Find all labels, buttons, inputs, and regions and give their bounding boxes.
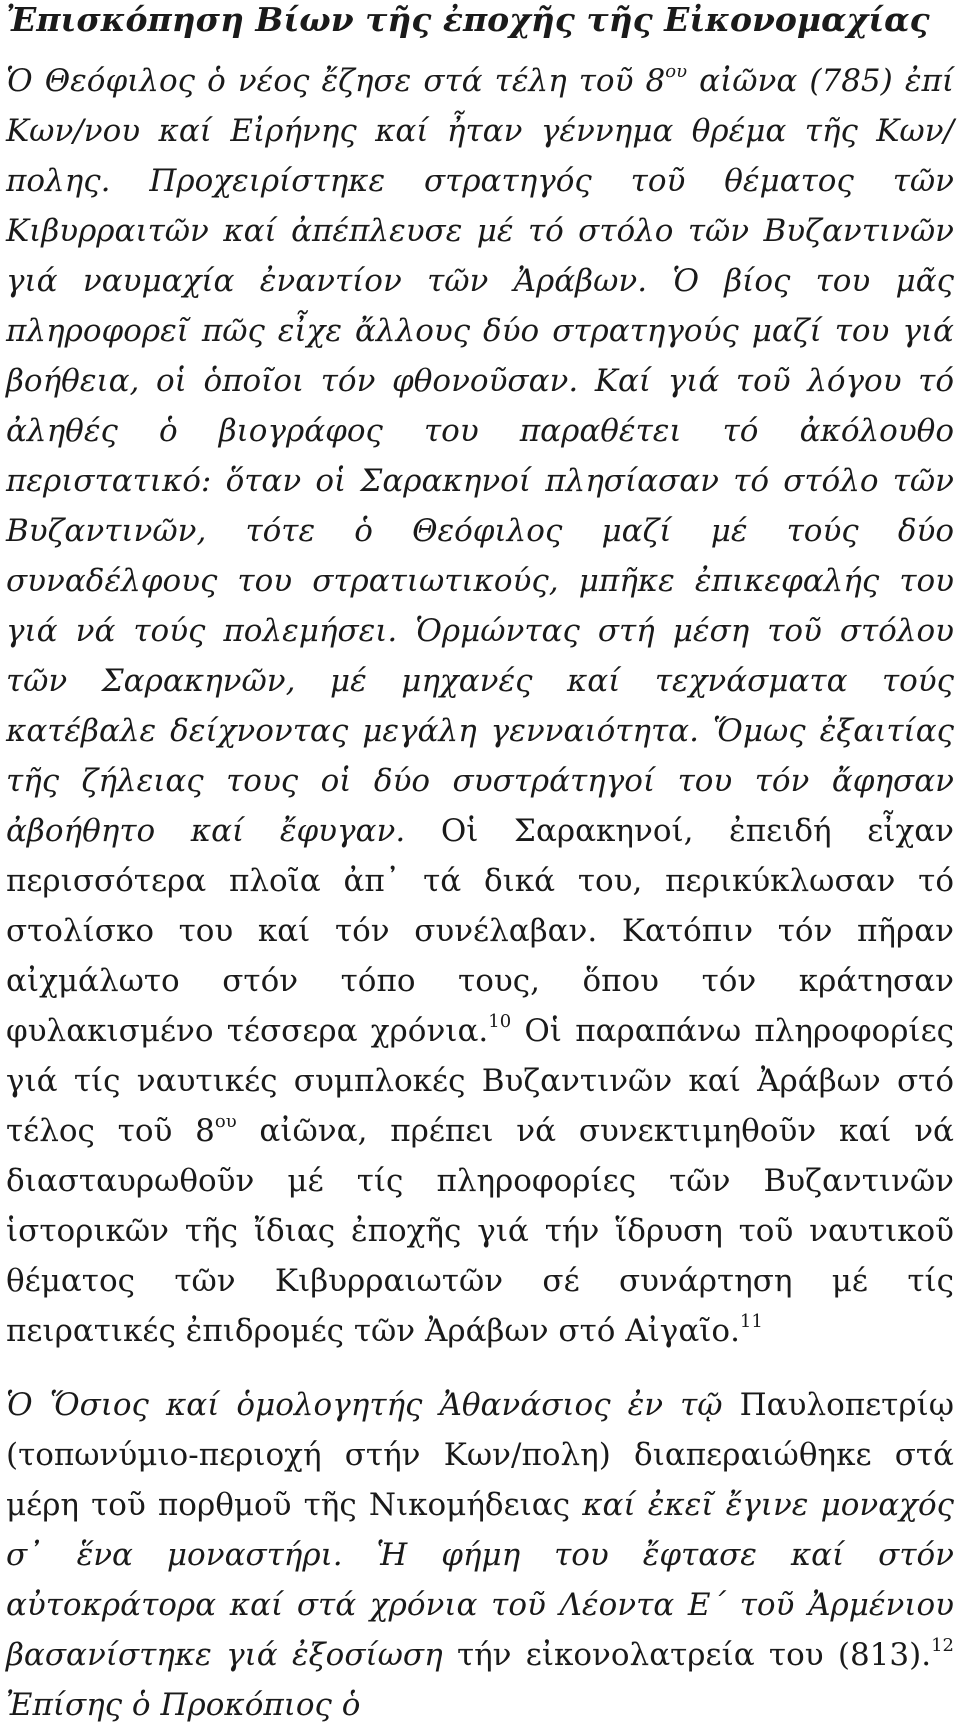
superscript: ου <box>214 1111 237 1132</box>
text-run: Ὁ Ὅσιος καί ὁμολογητής Ἀθανάσιος ἐν τῷ <box>6 1387 723 1423</box>
text-run: τήν εἰκονολατρεία του (813). <box>442 1637 932 1673</box>
superscript: ου <box>665 61 688 82</box>
paragraph-athanasios <box>6 1380 954 1730</box>
footnote-marker-12: 12 <box>931 1635 954 1656</box>
text-run: καί ἐκεῖ ἔγινε μοναχός σ᾽ ἕνα μοναστήρι. Ἡ φήμη του ἔφτασε καί στόν αὐτοκράτορα καί στά χρόνια τοῦ Λέοντα Ε΄ τοῦ Ἀρμένιου βασανίστηκε γιά ἐξοσίωση <box>6 1487 954 1673</box>
text-run: Ὁ Θεόφιλος ὁ νέος ἔζησε στά τέλη τοῦ 8 <box>6 63 666 99</box>
text-run: αἰῶνα (785) ἐπί Κων/νου καί Εἰρήνης καί ἦταν γέννημα θρέμα τῆς Κων/πολης. Προχειρίστηκε στρατηγός τοῦ θέματος τῶν Κιβυρραιτῶν καί ἀπέπλευσε μέ τό στόλο τῶν Βυζαντινῶν γιά ναυμαχία ἐναντίον τῶν Ἀράβων. Ὁ βίος του μᾶς πληροφορεῖ πῶς εἶχε ἄλλους δύο στρατηγούς μαζί του γιά βοήθεια, οἱ ὁποῖοι τόν φθονοῦσαν. Καί γιά τοῦ λόγου τό ἀληθές ὁ βιογράφος του παραθέτει τό ἀκόλουθο περιστατικό: ὅταν οἱ Σαρακηνοί πλησίασαν τό στόλο τῶν Βυζαντινῶν, τότε ὁ Θεόφιλος μαζί μέ τούς δύο συναδέλφους του στρατιωτικούς, μπῆκε ἐπικεφαλής του γιά νά τούς πολεμήσει. Ὁρμώντας στή μέση τοῦ στόλου τῶν Σαρακηνῶν, μέ μηχανές καί τεχνάσματα τούς κατέβαλε δείχνοντας μεγάλη γενναιότητα. Ὅμως ἐξαιτίας τῆς ζήλειας τους οἱ δύο συστράτηγοί του τόν ἄφησαν ἀβοήθητο καί ἔφυγαν. <box>6 63 955 849</box>
paragraph-theophilos <box>6 56 954 1356</box>
document-page <box>6 0 954 1730</box>
document-heading: Ἐπισκόπηση Βίων τῆς ἐποχῆς τῆς Εἰκονομαχίας <box>6 0 930 39</box>
footnote-marker-11: 11 <box>739 1311 763 1332</box>
text-run: Ἐπίσης ὁ Προκόπιος ὁ <box>6 1687 361 1723</box>
footnote-marker-10: 10 <box>488 1011 512 1032</box>
text-run: Οἱ παραπάνω πληροφορίες γιά τίς ναυτικές συμπλοκές Βυζαντινῶν καί Ἀράβων στό τέλος τοῦ 8 <box>6 1013 955 1149</box>
text-run: Οἱ Σαρακηνοί, ἐπειδή εἶχαν περισσότερα πλοῖα ἀπ᾽ τά δικά του, περικύκλωσαν τό στολίσκο του καί τόν συνέλαβαν. Κατόπιν τόν πῆραν αἰχμάλωτο στόν τόπο τους, ὅπου τόν κράτησαν φυλακισμένο τέσσερα χρόνια. <box>6 813 955 1049</box>
text-run: αἰῶνα, πρέπει νά συνεκτιμηθοῦν καί νά διασταυρωθοῦν μέ τίς πληροφορίες τῶν Βυζαντινῶν ἱστορικῶν τῆς ἴδιας ἐποχῆς γιά τήν ἵδρυση τοῦ ναυτικοῦ θέματος τῶν Κιβυρραιωτῶν σέ συνάρτηση μέ τίς πειρατικές ἐπιδρομές τῶν Ἀράβων στό Αἰγαῖο. <box>6 1113 954 1349</box>
text-run: Παυλοπετρίῳ (τοπωνύμιο-περιοχή στήν Κων/πολη) διαπεραιώθηκε στά μέρη τοῦ πορθμοῦ τῆς Νικομήδειας <box>6 1387 954 1523</box>
